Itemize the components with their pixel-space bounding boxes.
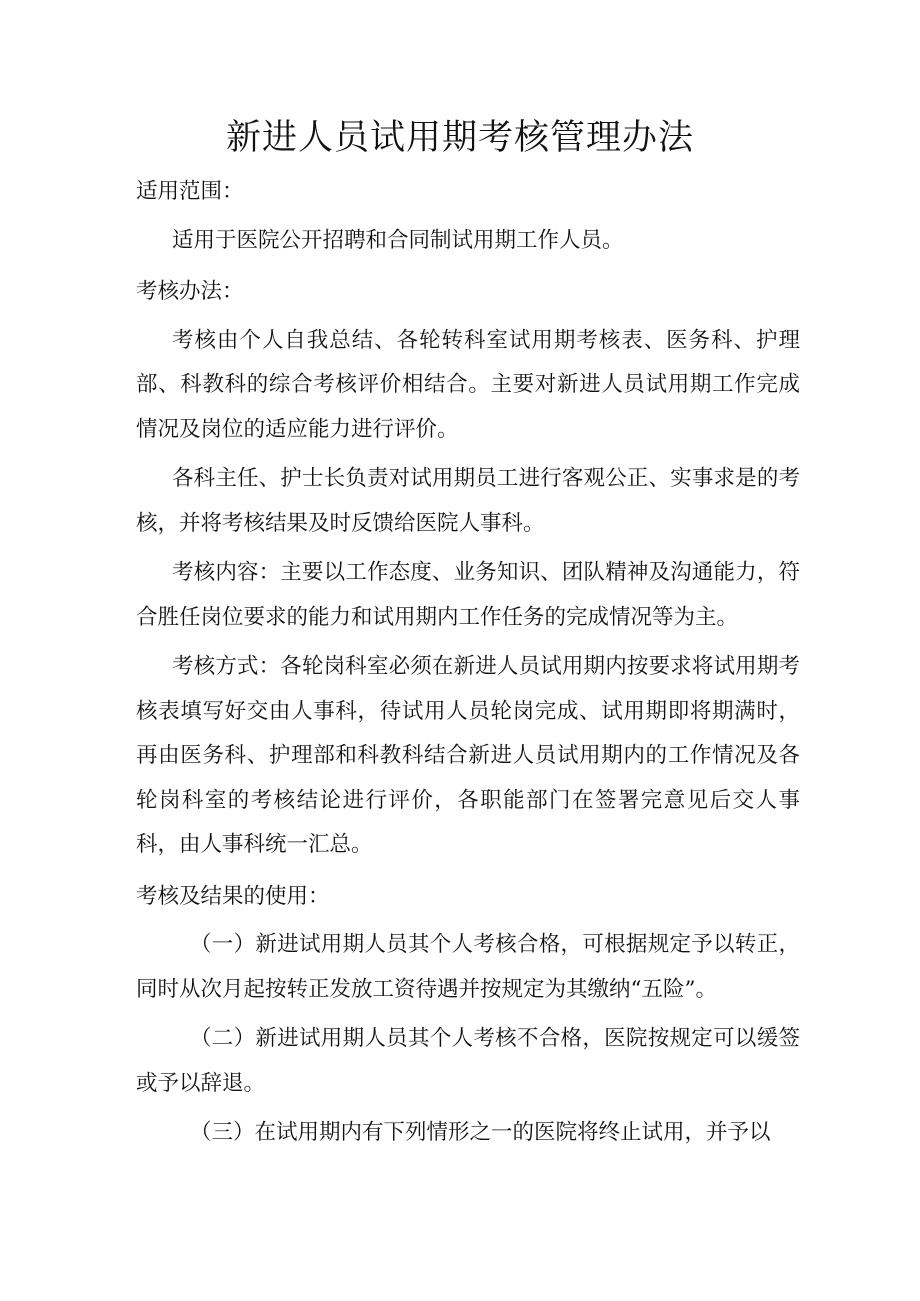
paragraph: 考核方式：各轮岗科室必须在新进人员试用期内按要求将试用期考核表填写好交由人事科，待试用人员轮岗完成、试用期即将期满时，再由医务科、护理部和科教科结合新进人员试用期内的工作情况及各轮岗科室的考核结论进行评价，各职能部门在签署完意见后交人事科，由人事科统一汇总。 bbox=[136, 654, 800, 857]
paragraph: 考核由个人自我总结、各轮转科室试用期考核表、医务科、护理部、科教科的综合考核评价相结合。主要对新进人员试用期工作完成情况及岗位的适应能力进行评价。 bbox=[136, 327, 800, 442]
paragraph: （二）新进试用期人员其个人考核不合格，医院按规定可以缓签或予以辞退。 bbox=[136, 1026, 800, 1096]
section-heading: 考核办法： bbox=[136, 279, 244, 304]
paragraph: 考核内容：主要以工作态度、业务知识、团队精神及沟通能力，符合胜任岗位要求的能力和试用期内工作任务的完成情况等为主。 bbox=[136, 560, 800, 630]
paragraph: 适用于医院公开招聘和合同制试用期工作人员。 bbox=[172, 227, 624, 253]
section-heading: 考核及结果的使用： bbox=[136, 883, 330, 909]
section-method bbox=[136, 268, 800, 873]
paragraph: （一）新进试用期人员其个人考核合格，可根据规定予以转正，同时从次月起按转正发放工资待遇并按规定为其缴纳“五险”。 bbox=[136, 932, 800, 1002]
document-body bbox=[136, 168, 800, 1161]
document-title: 新进人员试用期考核管理办法 bbox=[225, 118, 694, 158]
paragraph: 各科主任、护士长负责对试用期员工进行客观公正、实事求是的考核，并将考核结果及时反馈给医院人事科。 bbox=[136, 466, 800, 536]
section-scope bbox=[136, 168, 800, 268]
section-heading: 适用范围： bbox=[136, 179, 244, 204]
paragraph: （三）在试用期内有下列情形之一的医院将终止试用，并予以 bbox=[190, 1120, 771, 1145]
section-results bbox=[136, 873, 800, 1161]
